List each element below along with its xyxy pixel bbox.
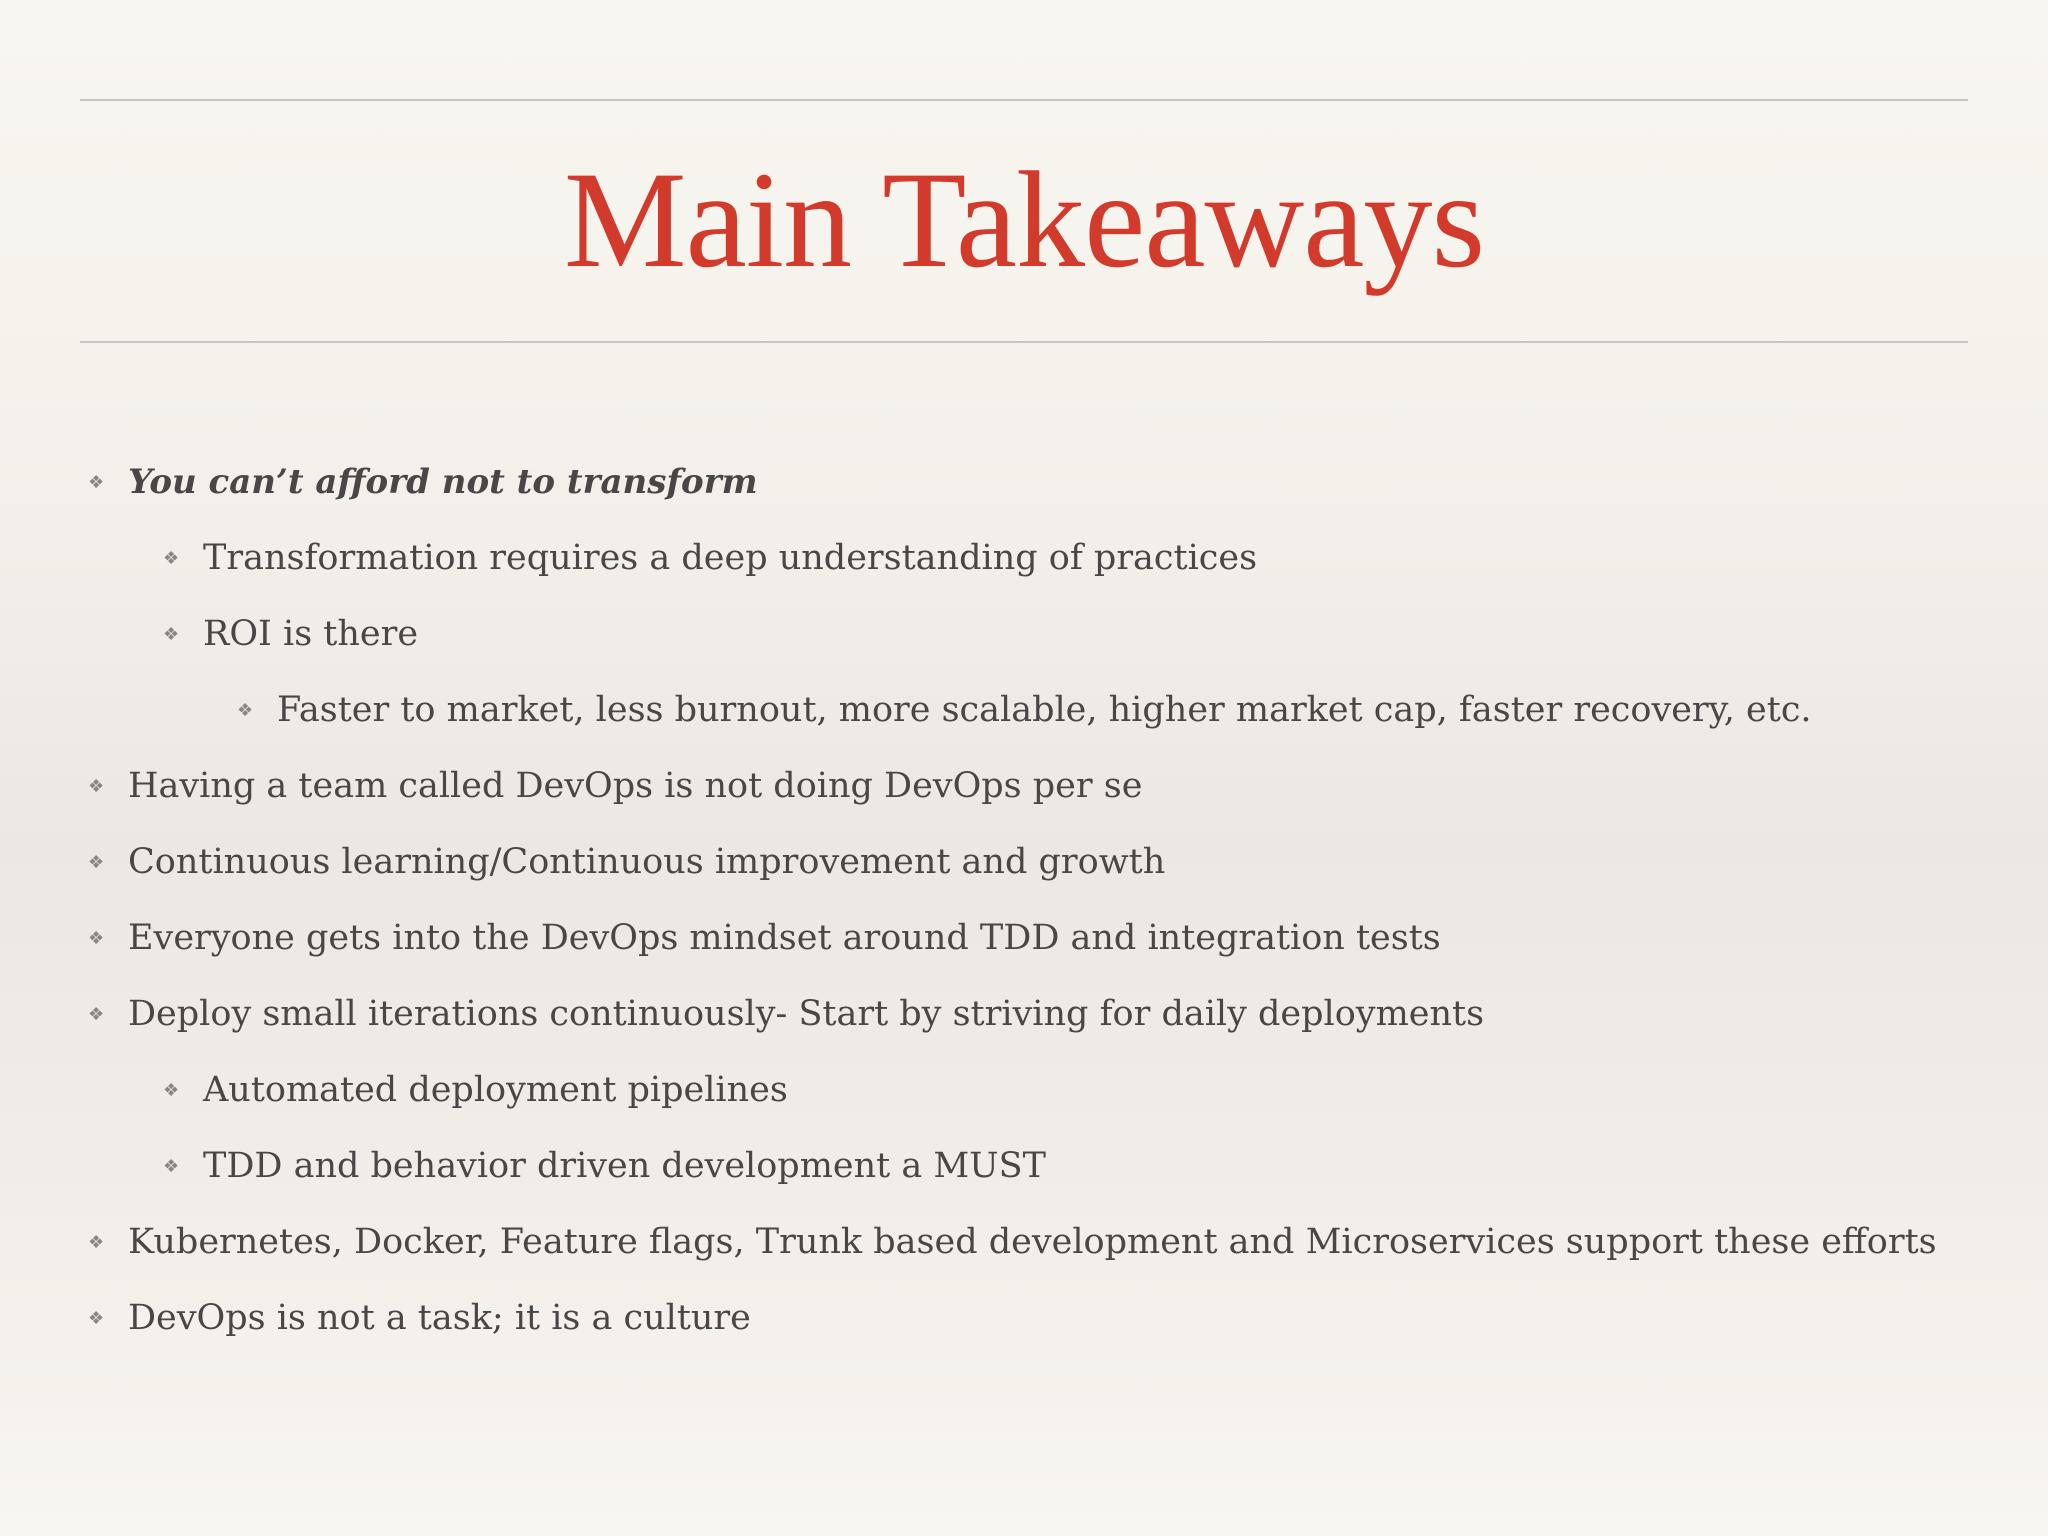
bullet-text: TDD and behavior driven development a MUST (203, 1146, 1046, 1186)
fleuron-bullet-icon: ❖ (88, 471, 105, 493)
bullet-item (0, 520, 2048, 596)
bullet-text: Faster to market, less burnout, more scalable, higher market cap, faster recovery, etc. (277, 690, 1812, 730)
bullet-text: You can’t afford not to transform (128, 462, 758, 502)
bullet-text: ROI is there (203, 614, 419, 654)
bullet-text: Transformation requires a deep understanding of practices (203, 538, 1258, 578)
bullet-item (0, 1280, 2048, 1356)
bullet-item (0, 748, 2048, 824)
fleuron-bullet-icon: ❖ (163, 1155, 180, 1177)
fleuron-bullet-icon: ❖ (88, 927, 105, 949)
bullet-list (0, 444, 2048, 1356)
bullet-text: Automated deployment pipelines (203, 1070, 788, 1110)
fleuron-bullet-icon: ❖ (237, 699, 254, 721)
fleuron-bullet-icon: ❖ (88, 1003, 105, 1025)
fleuron-bullet-icon: ❖ (163, 1079, 180, 1101)
title-rule-bottom (80, 341, 1968, 343)
bullet-text: Everyone gets into the DevOps mindset around TDD and integration tests (128, 918, 1441, 958)
fleuron-bullet-icon: ❖ (88, 775, 105, 797)
bullet-item (0, 672, 2048, 748)
bullet-text: Continuous learning/Continuous improvement and growth (128, 842, 1166, 882)
bullet-text: DevOps is not a task; it is a culture (128, 1298, 751, 1338)
fleuron-bullet-icon: ❖ (88, 1307, 105, 1329)
bullet-item (0, 1052, 2048, 1128)
fleuron-bullet-icon: ❖ (88, 1231, 105, 1253)
bullet-item (0, 1204, 2048, 1280)
bullet-text: Kubernetes, Docker, Feature flags, Trunk based development and Microservices support these efforts (128, 1222, 1937, 1262)
bullet-item (0, 596, 2048, 672)
bullet-text: Having a team called DevOps is not doing DevOps per se (128, 766, 1143, 806)
fleuron-bullet-icon: ❖ (88, 851, 105, 873)
title-rule-top (80, 99, 1968, 101)
slide-title: Main Takeaways (563, 143, 1485, 296)
bullet-text: Deploy small iterations continuously- Start by striving for daily deployments (128, 994, 1485, 1034)
fleuron-bullet-icon: ❖ (163, 547, 180, 569)
bullet-item (0, 900, 2048, 976)
bullet-item (0, 824, 2048, 900)
bullet-item (0, 1128, 2048, 1204)
bullet-item (0, 976, 2048, 1052)
bullet-item (0, 444, 2048, 520)
fleuron-bullet-icon: ❖ (163, 623, 180, 645)
